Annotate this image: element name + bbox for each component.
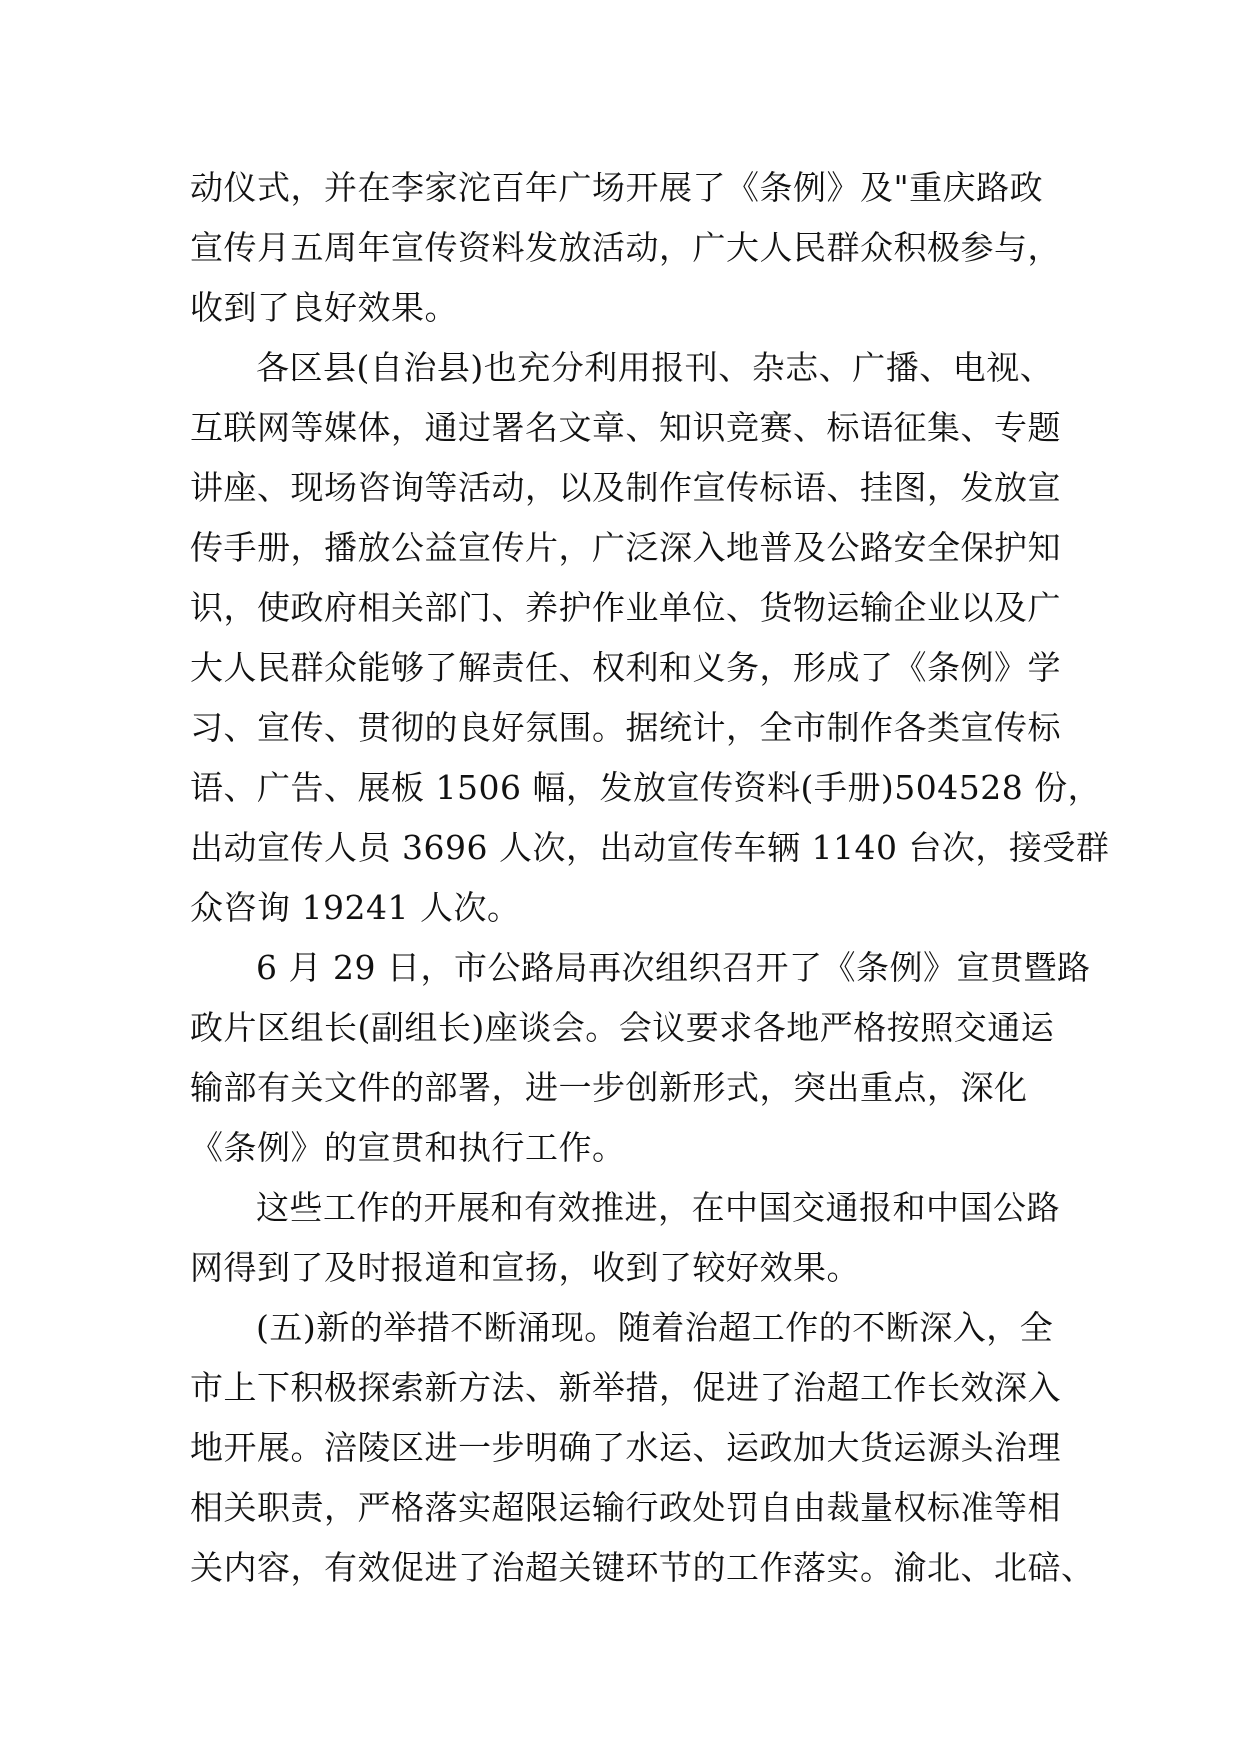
text-line: 众咨询 19241 人次。 xyxy=(190,888,521,927)
paragraph-first-line: 这些工作的开展和有效推进，在中国交通报和中国公路 xyxy=(256,1188,1060,1227)
text-line: 市上下积极探索新方法、新举措，促进了治超工作长效深入 xyxy=(190,1368,1061,1407)
text-line: 传手册，播放公益宣传片，广泛深入地普及公路安全保护知 xyxy=(190,528,1061,567)
paragraph-first-line: 各区县(自治县)也充分利用报刊、杂志、广播、电视、 xyxy=(256,348,1054,387)
text-line: 政片区组长(副组长)座谈会。会议要求各地严格按照交通运 xyxy=(190,1008,1055,1047)
text-line: 网得到了及时报道和宣扬，收到了较好效果。 xyxy=(190,1248,860,1287)
text-line: 习、宣传、贯彻的良好氛围。据统计，全市制作各类宣传标 xyxy=(190,708,1061,747)
text-line: 地开展。涪陵区进一步明确了水运、运政加大货运源头治理 xyxy=(190,1428,1061,1467)
text-line: 宣传月五周年宣传资料发放活动，广大人民群众积极参与， xyxy=(190,228,1061,267)
text-line: 《条例》的宣贯和执行工作。 xyxy=(190,1128,626,1167)
text-line: 讲座、现场咨询等活动，以及制作宣传标语、挂图，发放宣 xyxy=(190,468,1061,507)
document-body xyxy=(190,158,1110,1598)
text-line: 关内容，有效促进了治超关键环节的工作落实。渝北、北碚、 xyxy=(190,1548,1095,1587)
text-line: 收到了良好效果。 xyxy=(190,288,458,327)
text-line: 大人民群众能够了解责任、权利和义务，形成了《条例》学 xyxy=(190,648,1061,687)
text-line: 动仪式，并在李家沱百年广场开展了《条例》及"重庆路政 xyxy=(190,168,1044,207)
text-line: 语、广告、展板 1506 幅，发放宣传资料(手册)504528 份， xyxy=(190,768,1102,807)
text-line: 输部有关文件的部署，进一步创新形式，突出重点，深化 xyxy=(190,1068,1028,1107)
text-line: 相关职责，严格落实超限运输行政处罚自由裁量权标准等相 xyxy=(190,1488,1061,1527)
text-line: 识，使政府相关部门、养护作业单位、货物运输企业以及广 xyxy=(190,588,1061,627)
text-line: 出动宣传人员 3696 人次，出动宣传车辆 1140 台次，接受群 xyxy=(190,828,1110,867)
paragraph-first-line: 6 月 29 日，市公路局再次组织召开了《条例》宣贯暨路 xyxy=(256,948,1091,987)
text-line: 互联网等媒体，通过署名文章、知识竞赛、标语征集、专题 xyxy=(190,408,1061,447)
paragraph-first-line: (五)新的举措不断涌现。随着治超工作的不断深入，全 xyxy=(256,1308,1054,1347)
